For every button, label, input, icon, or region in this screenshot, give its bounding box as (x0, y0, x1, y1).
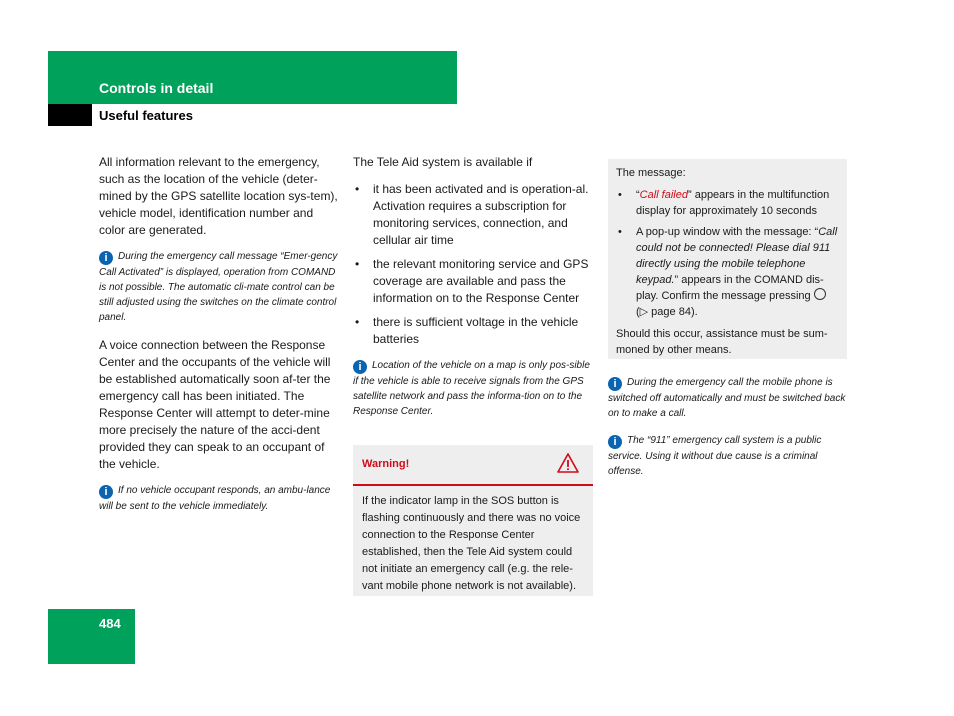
availability-list (353, 181, 593, 348)
list-item: • it has been activated and is operation-al. Activation requires a subscription for monitoring services, connection, and cellular air time (353, 181, 593, 249)
message-intro: The message: (616, 167, 686, 179)
popup-message-text: Call could not be connected! Please dial 911 directly using the mobile telephone keypad. (636, 226, 838, 286)
info-icon: i (99, 485, 113, 499)
warning-header (353, 445, 593, 486)
column-2 (353, 154, 593, 431)
column-1 (99, 154, 339, 526)
warning-title: Warning! (362, 458, 410, 470)
note-text: The “911” emergency call system is a public service. Using it without due cause is a criminal offense. (608, 435, 822, 477)
warning-box (353, 445, 593, 596)
list-item: • there is sufficient voltage in the vehicle batteries (353, 314, 593, 348)
info-note-comand (99, 249, 339, 325)
page-number: 484 (99, 616, 121, 631)
note-text: During the emergency call the mobile phone is switched off automatically and must be switched back on to make a call. (608, 377, 846, 419)
list-item: • the relevant monitoring service and GPS coverage are available and pass the information on to the Response Center (353, 256, 593, 307)
list-item: • A pop-up window with the message: “Call could not be connected! Please dial 911 directly using the mobile telephone keypad.” appears in the COMAND dis-play. Confirm the message pressing (▷ page 84). (616, 224, 839, 320)
page-reference: (▷ page 84). (636, 306, 698, 318)
call-failed-text: Call failed (639, 189, 688, 201)
info-note-location (353, 358, 593, 419)
info-icon: i (353, 360, 367, 374)
message-outro: Should this occur, assistance must be sum-moned by other means. (616, 328, 828, 356)
tele-aid-intro: The Tele Aid system is available if (353, 155, 533, 169)
subsection-title: Useful features (99, 108, 193, 123)
note-text: During the emergency call message “Emer-gency Call Activated” is displayed, operation from COMAND is not possible. The automatic cli-mate control can be still adjusted using the switches on the climate control panel. (99, 251, 338, 323)
paragraph-voice-connection: A voice connection between the Response Center and the occupants of the vehicle will be established automatically soon af-ter the emergency call has been initiated. The Response Center will attempt to deter-mine more precisely the nature of the acci-dent provided they can speak to an occupant of the vehicle. (99, 338, 331, 471)
message-box (608, 159, 847, 359)
header-bar (48, 51, 457, 104)
section-title: Controls in detail (99, 80, 214, 96)
info-note-911 (608, 433, 848, 479)
header-marker (48, 104, 92, 126)
info-icon: i (608, 377, 622, 391)
paragraph-emergency-info: All information relevant to the emergency, such as the location of the vehicle (deter-mined by the GPS satellite location sys-tem), vehicle model, identification number and color are generated. (99, 155, 338, 237)
info-note-ambulance (99, 483, 339, 514)
message-list (616, 187, 839, 320)
column-3-notes (608, 375, 848, 491)
note-text: If no vehicle occupant responds, an ambu-lance will be sent to the vehicle immediately. (99, 485, 331, 512)
warning-triangle-icon (557, 453, 579, 478)
rotary-button-icon (814, 288, 826, 300)
warning-text: If the indicator lamp in the SOS button is flashing continuously and there was no voice connection to the Response Center established, then the Tele Aid system could not initiate an emergency call (e.g. the rele-vant mobile phone network is not available). (362, 495, 581, 592)
info-icon: i (99, 251, 113, 265)
list-item: • “Call failed” appears in the multifunction display for approximately 10 seconds (616, 187, 839, 219)
info-icon: i (608, 435, 622, 449)
page-number-box (48, 609, 135, 664)
note-text: Location of the vehicle on a map is only pos-sible if the vehicle is able to receive signals from the GPS satellite network and pass the informa-tion on to the Response Center. (353, 360, 590, 417)
info-note-mobile-phone (608, 375, 848, 421)
